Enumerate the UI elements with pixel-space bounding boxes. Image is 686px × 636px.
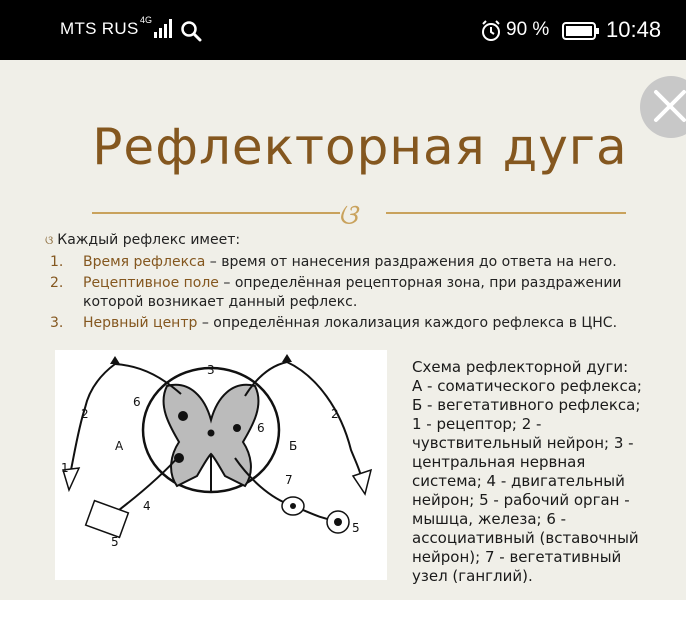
list-text: – определённая локализация каждого рефлекса в ЦНС. [197, 315, 618, 331]
label-7: 7 [285, 473, 293, 487]
carrier-name: MTS RUS [60, 19, 139, 38]
clock-time: 10:48 [606, 17, 662, 42]
caption-line: нейрон); 7 - вегетативный [412, 548, 622, 566]
intro-line [45, 232, 240, 248]
ornament-icon: ଓ [338, 198, 358, 231]
list-text: – определённая рецепторная зона, при раздражении которой возникает данный рефлекс. [83, 275, 622, 310]
bottom-area [0, 600, 686, 636]
network-type: 4G [140, 15, 153, 25]
caption-line: нейрон; 5 - рабочий орган - [412, 491, 630, 509]
list-number: 2. [50, 275, 64, 291]
label-3: 3 [207, 363, 215, 377]
close-icon [640, 76, 686, 138]
list-term: Время рефлекса [83, 254, 206, 270]
list-number: 3. [50, 315, 64, 331]
label-4: 4 [143, 499, 151, 513]
label-5-right: 5 [352, 521, 360, 535]
list-item [50, 314, 670, 333]
label-1: 1 [61, 461, 69, 475]
list-item [50, 274, 670, 312]
slide-title: Рефлекторная дуга [92, 118, 628, 176]
divider-left [92, 212, 340, 214]
label-2-left: 2 [81, 407, 89, 421]
caption-line: ассоциативный (вставочный [412, 529, 639, 547]
ornament-bullet-icon: ଓ [45, 233, 54, 247]
caption-line: узел (ганглий). [412, 567, 533, 585]
diagram-caption [412, 358, 677, 586]
divider-right [386, 212, 626, 214]
label-2-right: 2 [331, 407, 339, 421]
caption-line: мышца, железа; 6 - [412, 510, 567, 528]
search-icon [180, 20, 202, 42]
label-b: Б [289, 439, 298, 453]
label-5-left: 5 [111, 535, 119, 549]
reflex-arc-diagram [55, 350, 387, 580]
list-term: Нервный центр [83, 315, 198, 331]
caption-line: Схема рефлекторной дуги: [412, 358, 629, 376]
caption-line: А - соматического рефлекса; [412, 377, 642, 395]
battery-icon [562, 22, 600, 40]
list-number: 1. [50, 254, 64, 270]
slide-image [0, 60, 686, 600]
intro-text: Каждый рефлекс имеет: [57, 232, 241, 248]
caption-line: Б - вегетативного рефлекса; [412, 396, 641, 414]
caption-line: система; 4 - двигательный [412, 472, 625, 490]
close-button[interactable] [640, 76, 686, 138]
caption-line: чувствительный нейрон; 3 - [412, 434, 634, 452]
alarm-icon [480, 20, 502, 42]
reflex-list [50, 253, 670, 335]
label-6-right: 6 [257, 421, 265, 435]
caption-line: центральная нервная [412, 453, 586, 471]
list-term: Рецептивное поле [83, 275, 219, 291]
signal-icon [154, 18, 174, 38]
reflex-arc-figure [55, 350, 387, 580]
status-bar [0, 0, 686, 60]
list-item [50, 253, 670, 272]
caption-line: 1 - рецептор; 2 - [412, 415, 542, 433]
list-text: – время от нанесения раздражения до ответа на него. [205, 254, 617, 270]
label-a: А [115, 439, 124, 453]
label-6-left: 6 [133, 395, 141, 409]
battery-percent: 90 % [506, 19, 550, 40]
